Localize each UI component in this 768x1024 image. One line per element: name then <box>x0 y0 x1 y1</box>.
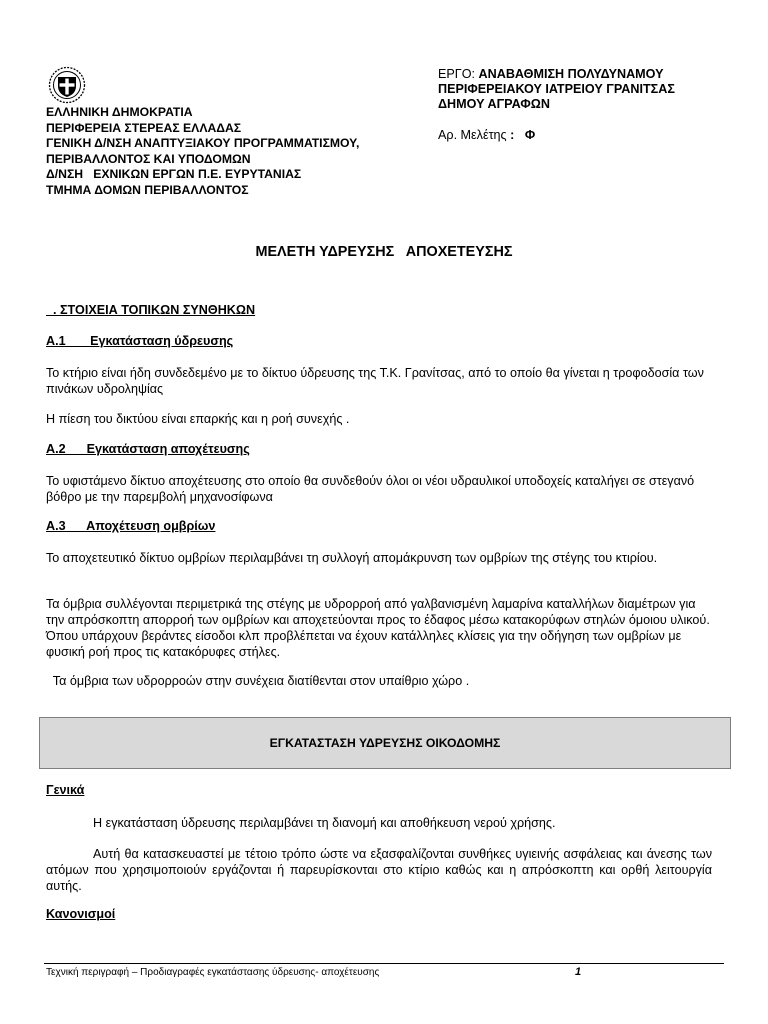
issuer-block <box>46 105 359 199</box>
heading-a2-sewage: Α.2 Εγκατάσταση αποχέτευσης <box>46 442 250 456</box>
paragraph: Η εγκατάσταση ύδρευσης περιλαμβάνει τη διανομή και αποθήκευση νερού χρήσης. <box>93 816 556 830</box>
study-label: Αρ. Μελέτης <box>438 128 507 142</box>
paragraph: Αυτή θα κατασκευαστεί με τέτοιο τρόπο ώστε να εξασφαλίζονται συνθήκες υγιεινής ασφάλειας και άνεσης των ατόμων που χρησιμοποιούν εργάζονται ή παρευρίσκονται στο κτίριο καθώς και η απρόσκοπτη και ορθή λειτουργία αυτής. <box>46 847 712 893</box>
issuer-line: Δ/ΝΣΗ ΕΧΝΙΚΩΝ ΕΡΓΩΝ Π.Ε. ΕΥΡΥΤΑΝΙΑΣ <box>46 167 302 182</box>
study-value: Φ <box>524 128 536 142</box>
issuer-line: ΠΕΡΙΦΕΡΕΙΑ ΣΤΕΡΕΑΣ ΕΛΛΑΔΑΣ <box>46 120 242 135</box>
project-name-line: ΑΝΑΒΑΘΜΙΣΗ ΠΟΛΥΔΥΝΑΜΟΥ <box>478 67 664 81</box>
heading-regulations: Κανονισμοί <box>46 907 116 921</box>
project-name-line: ΔΗΜΟΥ ΑΓΡΑΦΩΝ <box>438 96 550 111</box>
paragraph: Το υφιστάμενο δίκτυο αποχέτευσης στο οποίο θα συνδεθούν όλοι οι νέοι υδραυλικοί υποδοχείς καταλήγει σε στεγανό βόθρο με την παρεμβολή μηχανοσίφωνα <box>46 474 695 504</box>
footer-divider <box>44 963 724 964</box>
section-title-text: ΕΓΚΑΤΑΣΤΑΣΗ ΥΔΡΕΥΣΗΣ ΟΙΚΟΔΟΜΗΣ <box>269 736 501 750</box>
heading-a1-water-supply: Α.1 Εγκατάσταση ύδρευσης <box>46 334 234 348</box>
heading-a3-rainwater: Α.3 Αποχέτευση ομβρίων <box>46 519 216 533</box>
paragraph: Το κτήριο είναι ήδη συνδεδεμένο με το δίκτυο ύδρευσης της Τ.Κ. Γρανίτσας, από το οποίο θα γίνεται η τροφοδοσία των πινάκων υδροληψίας <box>46 366 704 396</box>
study-number <box>438 128 535 142</box>
project-label: ΕΡΓΟ: <box>438 67 476 81</box>
issuer-line: ΤΜΗΜΑ ΔΟΜΩΝ ΠΕΡΙΒΑΛΛΟΝΤΟΣ <box>46 182 249 197</box>
project-name-line: ΠΕΡΙΦΕΡΕΙΑΚΟΥ ΙΑΤΡΕΙΟΥ ΓΡΑΝΙΤΣΑΣ <box>438 81 675 96</box>
paragraph: Η πίεση του δικτύου είναι επαρκής και η ροή συνεχής . <box>46 412 350 426</box>
paragraph: Τα όμβρια συλλέγονται περιμετρικά της στέγης με υδρορροή από γαλβανισμένη λαμαρίνα καταλλήλων διαμέτρων για την απρόσκοπτη απορροή των ομβρίων και αποχετεύονται προς το έδαφος μέσω κατακορύφων στηλών όμοιου υλικού. Όπου υπάρχουν βεράντες είσοδοι κλπ προβλέπεται να έχουν κατάλληλες κλίσεις για την οδήγηση των ομβρίων με φυσική ροή προς τις κατακόρυφες στήλες. <box>46 597 710 659</box>
issuer-line: ΠΕΡΙΒΑΛΛΟΝΤΟΣ ΚΑΙ ΥΠΟΔΟΜΩΝ <box>46 151 251 166</box>
paragraph: Τα όμβρια των υδρορροών στην συνέχεια διατίθενται στον υπαίθριο χώρο . <box>46 674 470 688</box>
document-title: ΜΕΛΕΤΗ ΥΔΡΕΥΣΗΣ ΑΠΟΧΕΤΕΥΣΗΣ <box>255 244 513 260</box>
section-heading-local-conditions: . ΣΤΟΙΧΕΙΑ ΤΟΠΙΚΩΝ ΣΥΝΘΗΚΩΝ <box>46 303 256 317</box>
section-title-box <box>39 717 731 769</box>
heading-general: Γενικά <box>46 783 85 797</box>
issuer-line: ΓΕΝΙΚΗ Δ/ΝΣΗ ΑΝΑΠΤΥΞΙΑΚΟΥ ΠΡΟΓΡΑΜΜΑΤΙΣΜΟΥ, <box>46 136 360 151</box>
project-block <box>438 67 675 111</box>
page-number: 1 <box>575 966 582 978</box>
issuer-line: ΕΛΛΗΝΙΚΗ ΔΗΜΟΚΡΑΤΙΑ <box>46 105 193 119</box>
paragraph: Το αποχετευτικό δίκτυο ομβρίων περιλαμβάνει τη συλλογή απομάκρυνση των ομβρίων της στέγης του κτιρίου. <box>46 551 658 565</box>
footer-text: Τεχνική περιγραφή – Προδιαγραφές εγκατάστασης ύδρευσης- αποχέτευσης <box>46 967 380 978</box>
study-colon: : <box>510 128 515 142</box>
greek-emblem-icon <box>43 66 91 104</box>
